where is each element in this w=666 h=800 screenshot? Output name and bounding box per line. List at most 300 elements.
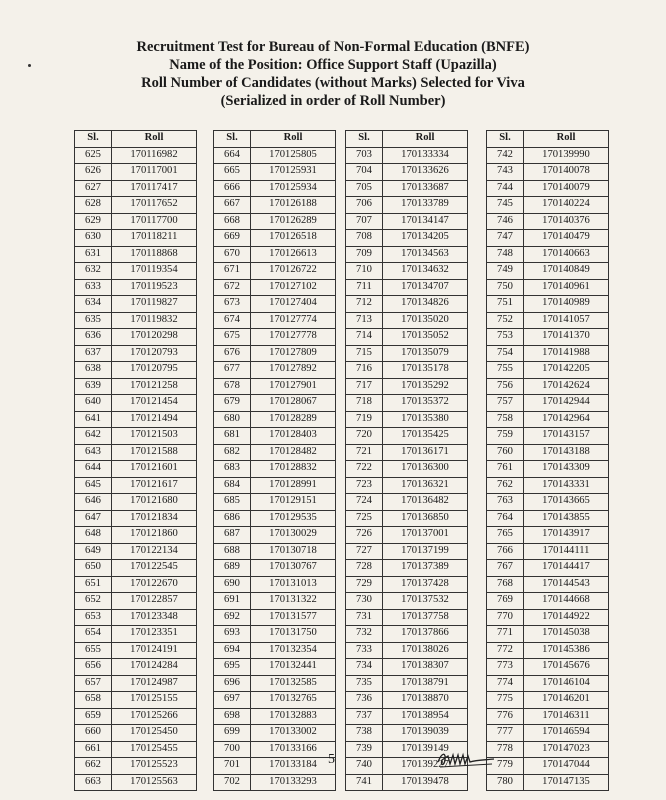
roll-cell: 170135380 [383,411,468,428]
sl-cell: 660 [75,725,112,742]
table-row [214,180,336,197]
table-row [487,642,609,659]
table-row [487,395,609,412]
roll-cell: 170123351 [112,626,197,643]
table-row [346,708,468,725]
roll-cell: 170140078 [524,164,609,181]
sl-cell: 647 [75,510,112,527]
roll-cell: 170126613 [251,246,336,263]
roll-cell: 170121503 [112,428,197,445]
sl-cell: 770 [487,609,524,626]
table-row [75,576,197,593]
sl-cell: 663 [75,774,112,791]
roll-cell: 170140224 [524,197,609,214]
table-row [487,378,609,395]
roll-cell: 170133002 [251,725,336,742]
roll-cell: 170117001 [112,164,197,181]
sl-cell: 641 [75,411,112,428]
sl-cell: 669 [214,230,251,247]
sl-cell: 625 [75,147,112,164]
sl-cell: 631 [75,246,112,263]
sl-cell: 778 [487,741,524,758]
sl-cell: 779 [487,758,524,775]
sl-cell: 734 [346,659,383,676]
roll-cell: 170139149 [383,741,468,758]
table-row [487,428,609,445]
roll-cell: 170136850 [383,510,468,527]
roll-cell: 170121680 [112,494,197,511]
table-row [487,246,609,263]
table-row [214,312,336,329]
table-row [346,609,468,626]
sl-cell: 768 [487,576,524,593]
sl-cell: 754 [487,345,524,362]
table-row [346,230,468,247]
table-row [346,576,468,593]
table-row [75,692,197,709]
sl-cell: 679 [214,395,251,412]
sl-cell: 744 [487,180,524,197]
table-row [75,510,197,527]
sl-cell: 678 [214,378,251,395]
table-row [214,263,336,280]
roll-cell: 170138791 [383,675,468,692]
table-row [487,659,609,676]
table-row [75,708,197,725]
sl-cell: 722 [346,461,383,478]
sl-cell: 683 [214,461,251,478]
table-row [346,362,468,379]
sl-cell: 692 [214,609,251,626]
sl-cell: 628 [75,197,112,214]
roll-cell: 170135292 [383,378,468,395]
sl-cell: 699 [214,725,251,742]
roll-cell: 170132585 [251,675,336,692]
sl-cell: 670 [214,246,251,263]
sl-cell: 691 [214,593,251,610]
table-row [75,296,197,313]
roll-cell: 170145676 [524,659,609,676]
sl-cell: 737 [346,708,383,725]
roll-cell: 170137532 [383,593,468,610]
table-row [214,296,336,313]
sl-cell: 629 [75,213,112,230]
roll-cell: 170135079 [383,345,468,362]
sl-cell: 733 [346,642,383,659]
sl-cell: 661 [75,741,112,758]
sl-cell: 701 [214,758,251,775]
sl-column-header: Sl. [75,131,112,148]
sl-cell: 654 [75,626,112,643]
table-row [487,312,609,329]
table-row [214,692,336,709]
roll-table-4 [486,130,609,791]
table-row [75,725,197,742]
roll-cell: 170132441 [251,659,336,676]
roll-cell: 170138026 [383,642,468,659]
header-title: Recruitment Test for Bureau of Non-Formal Education (BNFE) [136,39,530,55]
roll-cell: 170132765 [251,692,336,709]
roll-cell: 170125934 [251,180,336,197]
sl-cell: 635 [75,312,112,329]
sl-cell: 696 [214,675,251,692]
roll-cell: 170122545 [112,560,197,577]
table-row [214,246,336,263]
roll-cell: 170133626 [383,164,468,181]
table-row [75,642,197,659]
table-row [75,758,197,775]
table-row [214,230,336,247]
roll-cell: 170145386 [524,642,609,659]
table-row [487,263,609,280]
sl-cell: 698 [214,708,251,725]
roll-cell: 170121860 [112,527,197,544]
sl-cell: 627 [75,180,112,197]
roll-column-header: Roll [112,131,197,148]
handwritten-signature-icon [436,748,496,770]
sl-cell: 718 [346,395,383,412]
roll-cell: 170137389 [383,560,468,577]
table-row [75,527,197,544]
roll-cell: 170118211 [112,230,197,247]
table-row [75,477,197,494]
roll-cell: 170134632 [383,263,468,280]
table-row [75,444,197,461]
sl-cell: 712 [346,296,383,313]
table-row [487,593,609,610]
sl-cell: 653 [75,609,112,626]
roll-cell: 170118868 [112,246,197,263]
table-row [75,378,197,395]
sl-cell: 632 [75,263,112,280]
roll-cell: 170133334 [383,147,468,164]
table-row [214,527,336,544]
roll-cell: 170124191 [112,642,197,659]
sl-column-header: Sl. [487,131,524,148]
table-row [346,213,468,230]
sl-cell: 673 [214,296,251,313]
roll-cell: 170129535 [251,510,336,527]
table-row [346,774,468,791]
sl-cell: 633 [75,279,112,296]
roll-cell: 170143917 [524,527,609,544]
roll-cell: 170143331 [524,477,609,494]
roll-cell: 170126289 [251,213,336,230]
roll-cell: 170146311 [524,708,609,725]
table-row [214,560,336,577]
table-row [346,312,468,329]
table-row [214,609,336,626]
roll-cell: 170135178 [383,362,468,379]
table-row [75,609,197,626]
table-row [346,329,468,346]
table-row [214,659,336,676]
sl-cell: 742 [487,147,524,164]
sl-cell: 766 [487,543,524,560]
table-row [214,741,336,758]
roll-cell: 170136300 [383,461,468,478]
roll-cell: 170138307 [383,659,468,676]
sl-cell: 727 [346,543,383,560]
sl-cell: 747 [487,230,524,247]
sl-cell: 741 [346,774,383,791]
roll-cell: 170128832 [251,461,336,478]
table-header-row [346,131,468,148]
table-row [214,774,336,791]
table-row [346,296,468,313]
sl-cell: 732 [346,626,383,643]
roll-cell: 170125455 [112,741,197,758]
roll-cell: 170131577 [251,609,336,626]
table-row [346,675,468,692]
sl-cell: 705 [346,180,383,197]
table-row [346,560,468,577]
sl-cell: 769 [487,593,524,610]
table-header-row [487,131,609,148]
sl-cell: 716 [346,362,383,379]
table-row [487,477,609,494]
roll-cell: 170138954 [383,708,468,725]
sl-cell: 775 [487,692,524,709]
roll-cell: 170143309 [524,461,609,478]
roll-cell: 170122857 [112,593,197,610]
sl-cell: 728 [346,560,383,577]
sl-cell: 760 [487,444,524,461]
roll-cell: 170128067 [251,395,336,412]
sl-cell: 688 [214,543,251,560]
roll-cell: 170130718 [251,543,336,560]
sl-cell: 630 [75,230,112,247]
roll-cell: 170147044 [524,758,609,775]
roll-cell: 170147023 [524,741,609,758]
sl-cell: 706 [346,197,383,214]
roll-cell: 170125805 [251,147,336,164]
sl-cell: 707 [346,213,383,230]
sl-cell: 774 [487,675,524,692]
sl-cell: 626 [75,164,112,181]
sl-cell: 763 [487,494,524,511]
margin-mark [28,64,31,67]
sl-cell: 771 [487,626,524,643]
sl-cell: 719 [346,411,383,428]
table-row [214,725,336,742]
roll-cell: 170141057 [524,312,609,329]
roll-cell: 170137001 [383,527,468,544]
roll-cell: 170135020 [383,312,468,329]
sl-cell: 713 [346,312,383,329]
table-row [346,510,468,527]
roll-cell: 170125523 [112,758,197,775]
roll-cell: 170142205 [524,362,609,379]
roll-cell: 170123348 [112,609,197,626]
sl-cell: 687 [214,527,251,544]
roll-cell: 170134205 [383,230,468,247]
sl-cell: 676 [214,345,251,362]
sl-cell: 780 [487,774,524,791]
table-row [214,576,336,593]
sl-cell: 702 [214,774,251,791]
table-row [214,213,336,230]
table-row [487,362,609,379]
table-row [214,510,336,527]
header-position: Name of the Position: Office Support Staff (Upazilla) [169,57,497,73]
table-row [75,329,197,346]
sl-cell: 739 [346,741,383,758]
table-row [75,197,197,214]
sl-cell: 675 [214,329,251,346]
table-row [75,230,197,247]
roll-cell: 170126188 [251,197,336,214]
roll-cell: 170140079 [524,180,609,197]
sl-cell: 674 [214,312,251,329]
sl-cell: 651 [75,576,112,593]
roll-cell: 170127892 [251,362,336,379]
roll-cell: 170127778 [251,329,336,346]
sl-cell: 700 [214,741,251,758]
table-row [487,741,609,758]
table-row [214,494,336,511]
sl-cell: 776 [487,708,524,725]
sl-cell: 640 [75,395,112,412]
table-row [487,444,609,461]
page-number: 5 [328,752,335,767]
table-row [75,263,197,280]
roll-cell: 170121494 [112,411,197,428]
table-row [75,675,197,692]
roll-cell: 170139227 [383,758,468,775]
sl-cell: 684 [214,477,251,494]
roll-cell: 170134707 [383,279,468,296]
sl-cell: 637 [75,345,112,362]
roll-cell: 170137758 [383,609,468,626]
sl-cell: 695 [214,659,251,676]
sl-cell: 731 [346,609,383,626]
sl-cell: 658 [75,692,112,709]
table-row [214,758,336,775]
sl-cell: 777 [487,725,524,742]
table-row [487,774,609,791]
table-row [75,312,197,329]
sl-cell: 666 [214,180,251,197]
table-row [487,461,609,478]
roll-cell: 170127102 [251,279,336,296]
sl-cell: 772 [487,642,524,659]
roll-cell: 170146104 [524,675,609,692]
sl-cell: 749 [487,263,524,280]
table-row [75,411,197,428]
roll-cell: 170127404 [251,296,336,313]
sl-cell: 703 [346,147,383,164]
roll-cell: 170120298 [112,329,197,346]
roll-cell: 170126722 [251,263,336,280]
sl-cell: 659 [75,708,112,725]
table-row [346,494,468,511]
sl-cell: 710 [346,263,383,280]
roll-cell: 170116982 [112,147,197,164]
table-row [75,345,197,362]
table-row [487,213,609,230]
roll-cell: 170117417 [112,180,197,197]
roll-cell: 170127774 [251,312,336,329]
table-row [75,494,197,511]
table-row [75,279,197,296]
roll-cell: 170125155 [112,692,197,709]
table-row [487,296,609,313]
roll-cell: 170121588 [112,444,197,461]
table-row [487,279,609,296]
roll-cell: 170139039 [383,725,468,742]
roll-cell: 170139990 [524,147,609,164]
table-row [214,461,336,478]
sl-cell: 645 [75,477,112,494]
table-row [346,263,468,280]
table-row [75,774,197,791]
roll-cell: 170124284 [112,659,197,676]
roll-cell: 170125266 [112,708,197,725]
roll-column-header: Roll [383,131,468,148]
table-row [75,246,197,263]
sl-cell: 671 [214,263,251,280]
roll-cell: 170119827 [112,296,197,313]
roll-cell: 170129151 [251,494,336,511]
table-row [346,279,468,296]
table-row [75,147,197,164]
sl-cell: 644 [75,461,112,478]
table-row [214,593,336,610]
sl-cell: 755 [487,362,524,379]
roll-cell: 170133789 [383,197,468,214]
sl-cell: 681 [214,428,251,445]
roll-cell: 170133687 [383,180,468,197]
sl-cell: 693 [214,626,251,643]
table-row [214,626,336,643]
roll-cell: 170133293 [251,774,336,791]
roll-cell: 170134826 [383,296,468,313]
table-row [346,477,468,494]
table-row [75,543,197,560]
sl-cell: 657 [75,675,112,692]
sl-cell: 708 [346,230,383,247]
table-row [487,675,609,692]
roll-table-2 [213,130,336,791]
sl-cell: 642 [75,428,112,445]
table-row [346,626,468,643]
table-row [487,411,609,428]
table-row [346,428,468,445]
roll-cell: 170128289 [251,411,336,428]
roll-cell: 170144668 [524,593,609,610]
table-row [214,345,336,362]
sl-cell: 680 [214,411,251,428]
roll-cell: 170121834 [112,510,197,527]
roll-cell: 170121601 [112,461,197,478]
roll-cell: 170144111 [524,543,609,560]
sl-cell: 762 [487,477,524,494]
roll-column-header: Roll [524,131,609,148]
sl-cell: 725 [346,510,383,527]
table-row [214,279,336,296]
sl-cell: 736 [346,692,383,709]
roll-cell: 170131322 [251,593,336,610]
sl-cell: 649 [75,543,112,560]
document-header [0,38,666,110]
table-row [346,725,468,742]
roll-cell: 170133184 [251,758,336,775]
roll-cell: 170147135 [524,774,609,791]
sl-cell: 690 [214,576,251,593]
sl-cell: 643 [75,444,112,461]
sl-cell: 720 [346,428,383,445]
